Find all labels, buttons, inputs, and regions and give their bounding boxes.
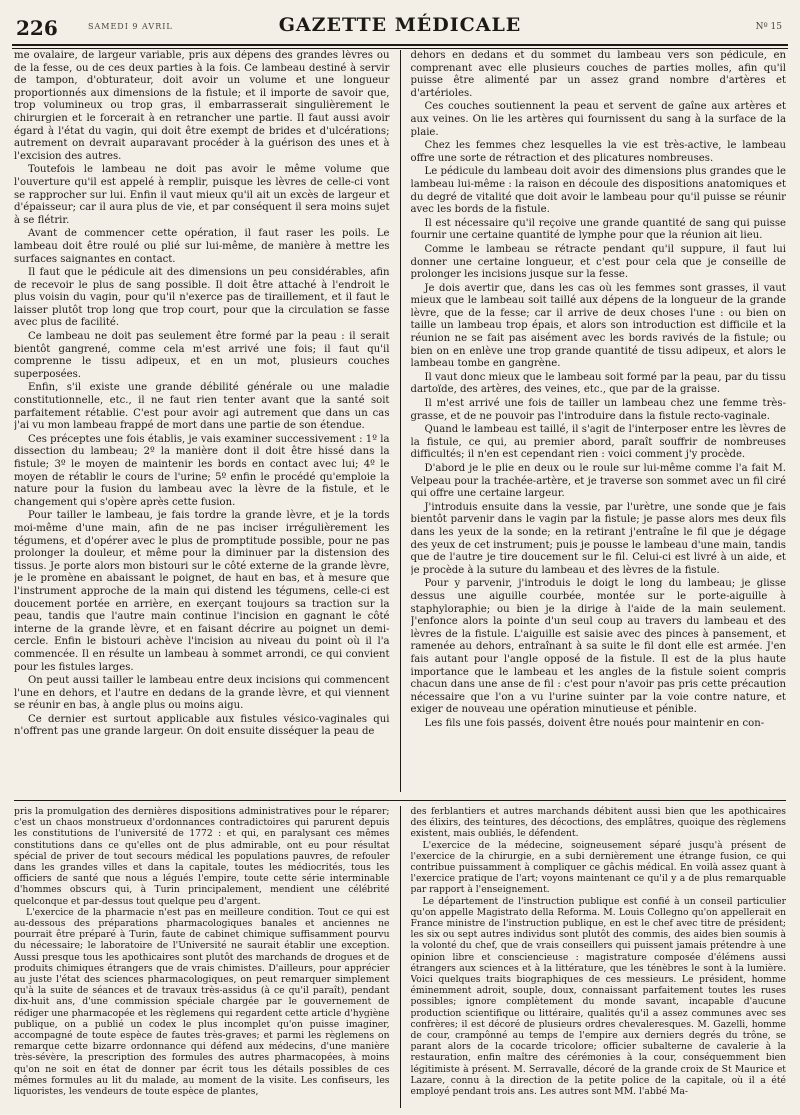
paragraph: me ovalaire, de largeur variable, pris aux dépens des grandes lèvres ou de la fesse, ou de ces deux parties à la fois. Ce lambeau destiné à servir de tampon, d'obturateur, doit avoir un volume et une longueur proportionnés aux dimensions de la fistule; et il importe de savoir que, trop volumineux ou trop gras, il embarrasserait singulièrement le chirurgien et le forcerait à en retrancher une partie. Il faut aussi avoir égard à l'état du vagin, qui doit être exempt de brides et d'ulcérations; autrement on devrait auparavant procéder à la guérison des unes et à l'excision des autres. xyxy=(14,50,390,162)
paragraph: L'exercice de la pharmacie n'est pas en meilleure condition. Tout ce qui est au-dessous des préparations pharmacologiques banales et anciennes ne pourrait être préparé à Turin, faute de cabinet chimique suffisamment pourvu du nécessaire; le laboratoire de l'Université ne saurait établir une exception. Aussi presque tous les apothicaires sont plutôt des marchands de drogues et de produits chimiques étrangers que de vrais chimistes. D'ailleurs, pour apprécier au juste l'état des sciences pharmacologiques, on peut remarquer simplement qu'à la suite de séances et de travaux très-assidus (à ce qu'il paraît), pendant dix-huit ans, d'une commission spéciale chargée par le gouvernement de rédiger une pharmacopée et les règlemens qui regardent cette article d'hygiène publique, on a publié un codex le plus incomplet qu'on puisse imaginer, accompagné de toute espèce de fautes très-graves; et parmi les règlemens on remarque cette bizarre ordonnance qui défend aux médecins, d'une manière très-sévère, la prescription des formules des autres pharmacopées, à moins qu'on ne soit en état de donner par écrit tous les détails possibles de ces mêmes formules au lit du malade, au moment de la visite. Les confiseurs, les liquoristes, les vendeurs de toute espèce de plantes, xyxy=(14,906,390,1098)
paragraph: Il faut que le pédicule ait des dimensions un peu considérables, afin de recevoir le plus de sang possible. Il doit être attaché à l'endroit le plus voisin du vagin, pour qu'il n'exerce pas de tiraillement, et il faut le laisser plutôt trop long que trop court, pour que la circulation se fasse avec plus de facilité. xyxy=(14,267,390,329)
paragraph: Ce dernier est surtout applicable aux fistules vésico-vaginales qui n'offrent pas une grande largeur. On doit ensuite disséquer la peau de xyxy=(14,713,390,738)
paragraph: Quand le lambeau est taillé, il s'agit de l'interposer entre les lèvres de la fistule, ce qui, au premier abord, paraît souffrir de nombreuses difficultés; il n'en est cependant rien : voici comment j'y procède. xyxy=(410,424,786,461)
lower-right-column xyxy=(411,806,787,1108)
paragraph: Les fils une fois passés, doivent être noués pour maintenir en con- xyxy=(424,717,765,729)
paragraph: des ferblantiers et autres marchands débitent aussi bien que les apothicaires des élixirs, des teintures, des décoctions, des emplâtres, quoique des règlemens existent, mais oubliés, le défendent. xyxy=(410,806,786,840)
paragraph: Je dois avertir que, dans les cas où les femmes sont grasses, il vaut mieux que le lambeau soit taillé aux dépens de la longueur de la grande lèvre, que de la fesse; car il arrive de deux choses l'une : ou bien on taille un lambeau trop épais, et alors son introduction est difficile et la réunion ne se fait pas aisément avec les bords ravivés de la fistule; ou bien on en enlève une trop grande quantité de tissu adipeux, et alors le lambeau tombe en gangrène. xyxy=(410,282,786,370)
lower-left-column xyxy=(14,806,390,1108)
section-separator xyxy=(14,800,786,801)
paragraph: Il m'est arrivé une fois de tailler un lambeau chez une femme très-grasse, et de ne pouvoir pas l'introduire dans la fistule recto-vaginale. xyxy=(410,398,786,422)
paragraph: L'exercice de la médecine, soigneusement séparé jusqu'à présent de l'exercice de la chirurgie, en a subi dernièrement une étrange fusion, ce qui contribue puissamment à compliquer ce gâchis médical. En voilà assez quant à l'exercice pratique de l'art; voyons maintenant ce qu'il y a de plus remarquable par rapport à l'enseignement. xyxy=(410,839,786,896)
lower-columns xyxy=(14,806,786,1108)
paragraph: D'abord je le plie en deux ou le roule sur lui-même comme l'a fait M. Velpeau pour la trachée-artère, et je traverse son sommet avec un fil ciré qui offre une certaine largeur. xyxy=(410,463,786,500)
newspaper-title: GAZETTE MÉDICALE xyxy=(278,14,522,36)
issue-number: Nº 15 xyxy=(755,22,782,32)
upper-left-column xyxy=(14,50,390,792)
paragraph: Ces préceptes une fois établis, je vais examiner successivement : 1º la dissection du lambeau; 2º la manière dont il doit être hissé dans la fistule; 3º le moyen de maintenir les bords en contact avec lui; 4º le moyen de rétablir le cours de l'urine; 5º enfin le procédé qu'emploie la nature pour la fusion du lambeau avec la lèvre de la fistule, et le changement qui s'opère après cette fusion. xyxy=(14,433,390,508)
issue-date: SAMEDI 9 AVRIL xyxy=(88,22,173,31)
paragraph: On peut aussi tailler le lambeau entre deux incisions qui commencent l'une en dehors, et l'autre en dedans de la grande lèvre, et qui viennent se réunir en bas, à angle plus ou moins aigu. xyxy=(14,675,390,712)
paragraph: Ces couches soutiennent la peau et servent de gaîne aux artères et aux veines. On lie les artères qui fournissent du sang à la surface de la plaie. xyxy=(410,101,786,138)
paragraph: Le pédicule du lambeau doit avoir des dimensions plus grandes que le lambeau lui-même : la raison en découle des dispositions anatomiques et du degré de vitalité que doit avoir le lambeau pour qu'il puisse se réunir avec les bords de la fistule. xyxy=(410,166,786,216)
upper-right-column xyxy=(411,50,787,792)
paragraph: Toutefois le lambeau ne doit pas avoir le même volume que l'ouverture qu'il est appelé à remplir, puisque les lèvres de celle-ci vont se rapprocher sur lui. Enfin il vaut mieux qu'il ait un excès de largeur et d'épaisseur; car il aura plus de vie, et par conséquent il sera moins sujet à se flétrir. xyxy=(14,164,390,226)
upper-columns xyxy=(14,50,786,792)
paragraph: Avant de commencer cette opération, il faut raser les poils. Le lambeau doit être roulé ou plié sur lui-même, de manière à mettre les surfaces saignantes en contact. xyxy=(14,228,390,265)
paragraph: pris la promulgation des dernières dispositions administratives pour le réparer; c'est un chaos monstrueux d'ordonnances contradictoires qui parurent depuis les constitutions de l'université de 1772 : et qui, en paralysant ces mêmes constitutions dans ce qu'elles ont de plus admirable, ont eu pour résultat spécial de priver de tout secours médical les populations pauvres, de refouler dans les grandes villes et dans la capitale, toutes les médiocrités, tous les officiers de santé que nous a légués l'empire, toute cette série interminable d'hommes obscurs qui, à Turin principalement, mendient une célébrité quelconque et par-dessus tout quelque peu d'argent. xyxy=(14,806,390,907)
page-header xyxy=(12,14,788,42)
page-number: 226 xyxy=(16,16,58,40)
paragraph: J'introduis ensuite dans la vessie, par l'urètre, une sonde que je fais bientôt parvenir dans le vagin par la fistule; je passe alors mes deux fils dans les yeux de la sonde; en la retirant j'entraîne le fil que je dégage des yeux de cet instrument; puis je pousse le lambeau d'une main, tandis que de l'autre je tire doucement sur le fil. Celui-ci est livré à un aide, et je procède à la suture du lambeau et des lèvres de la fistule. xyxy=(410,501,786,576)
paragraph: Comme le lambeau se rétracte pendant qu'il suppure, il faut lui donner une certaine longueur, et c'est pour cela que je conseille de prolonger les incisions jusque sur la fesse. xyxy=(410,243,786,281)
paragraph: Pour y parvenir, j'introduis le doigt le long du lambeau; je glisse dessus une aiguille courbée, montée sur le porte-aiguille à staphyloraphie; ou bien je la dirige à l'aide de la main seulement. J'enfonce alors la pointe d'un seul coup au travers du lambeau et des lèvres de la fistule. L'aiguille est saisie avec des pinces à pansement, et ramenée au dehors, entraînant à sa suite le fil dont elle est armée. J'en fais autant pour l'angle opposé de la fistule. Il est de la plus haute importance que le lambeau et les angles de la fistule soient compris chacun dans une anse de fil : c'est pour n'avoir pas pris cette précaution nécessaire que l'on a vu l'urine suinter par la voie contre nature, et exiger de nouveau une opération minutieuse et pénible. xyxy=(410,578,786,716)
paragraph: Ce lambeau ne doit pas seulement être formé par la peau : il serait bientôt gangrené, comme cela m'est arrivé une fois; il faut qu'il comprenne le tissu adipeux, et en un mot, plusieurs couches superposées. xyxy=(14,331,390,380)
column-divider xyxy=(400,806,401,1108)
paragraph: Pour tailler le lambeau, je fais tordre la grande lèvre, et je la tords moi-même d'une main, afin de ne pas inciser irrégulièrement les tégumens, et d'opérer avec le plus de promptitude possible, pour ne pas prolonger la douleur, et même pour la diminuer par la distension des tissus. Je porte alors mon bistouri sur le côté externe de la grande lèvre, je le promène en abaissant le poignet, de haut en bas, et à mesure que l'instrument approche de la main qui distend les tégumens, celle-ci est doucement portée en arrière, en exerçant toujours sa traction sur la peau, tandis que l'autre main continue l'incision en gagnant le côté interne de la grande lèvre, et en faisant décrire au poignet un demi-cercle. Enfin le bistouri achève l'incision au niveau du point où il l'a commencée. Il en résulte un lambeau à sommet arrondi, ce qui convient pour les fistules larges. xyxy=(14,510,390,673)
paragraph: Enfin, s'il existe une grande débilité générale ou une maladie constitutionnelle, etc., il ne faut rien tenter avant que la santé soit parfaitement rétablie. C'est pour avoir agi autrement que dans un cas j'ai vu mon lambeau frappé de mort dans une partie de son étendue. xyxy=(14,382,390,432)
paragraph: Il vaut donc mieux que le lambeau soit formé par la peau, par du tissu dartoïde, des artères, des veines, etc., que par de la graisse. xyxy=(410,371,786,396)
paragraph: Chez les femmes chez lesquelles la vie est très-active, le lambeau offre une sorte de rétraction et des plicatures nombreuses. xyxy=(410,140,786,164)
column-divider xyxy=(400,50,401,792)
paragraph: dehors en dedans et du sommet du lambeau vers son pédicule, en comprenant avec elle plusieurs couches de parties molles, afin qu'il puisse être alimenté par un assez grand nombre d'artères et d'artérioles. xyxy=(410,50,786,99)
paragraph: Il est nécessaire qu'il reçoive une grande quantité de sang qui puisse fournir une certaine quantité de lymphe pour que la réunion ait lieu. xyxy=(410,217,786,242)
header-rule xyxy=(12,44,788,49)
paragraph: Le département de l'instruction publique est confié à un conseil particulier qu'on appelle Magistrato della Reforma. M. Louis Collegno qu'on appellerait en France ministre de l'instruction publique, en est le chef avec titre de président; les six ou sept autres individus sont plutôt des commis, des aides bien soumis à la volonté du chef, que de vrais conseillers qui puissent jamais prétendre à une opinion libre et consciencieuse : magistrature composée d'élémens aussi étrangers aux sciences et à la littérature, que les ténèbres le sont à la lumière. Voici quelques traits biographiques de ces messieurs. Le président, homme éminemment adroit, souple, doux, connaissant parfaitement toutes les ruses possibles; ignore complètement du monde savant, incapable d'aucune production scientifique ou littéraire, qualités qu'il a assez communes avec ses confrères; il est décoré de plusieurs ordres chevaleresques. M. Gazelli, homme de cour, crampônné au temps de l'empire aux derniers degrés du trône, se parant alors de la cocarde tricolore; officier subalterne de cavalerie à la restauration, enfin maître des cérémonies à la cour, conséquemment bien légitimiste à présent. M. Serravalle, décoré de la grande croix de St Maurice et Lazare, connu à la direction de la petite police de la capitale, où il a été employé pendant trois ans. Les autres sont MM. l'abbé Ma- xyxy=(410,895,786,1098)
